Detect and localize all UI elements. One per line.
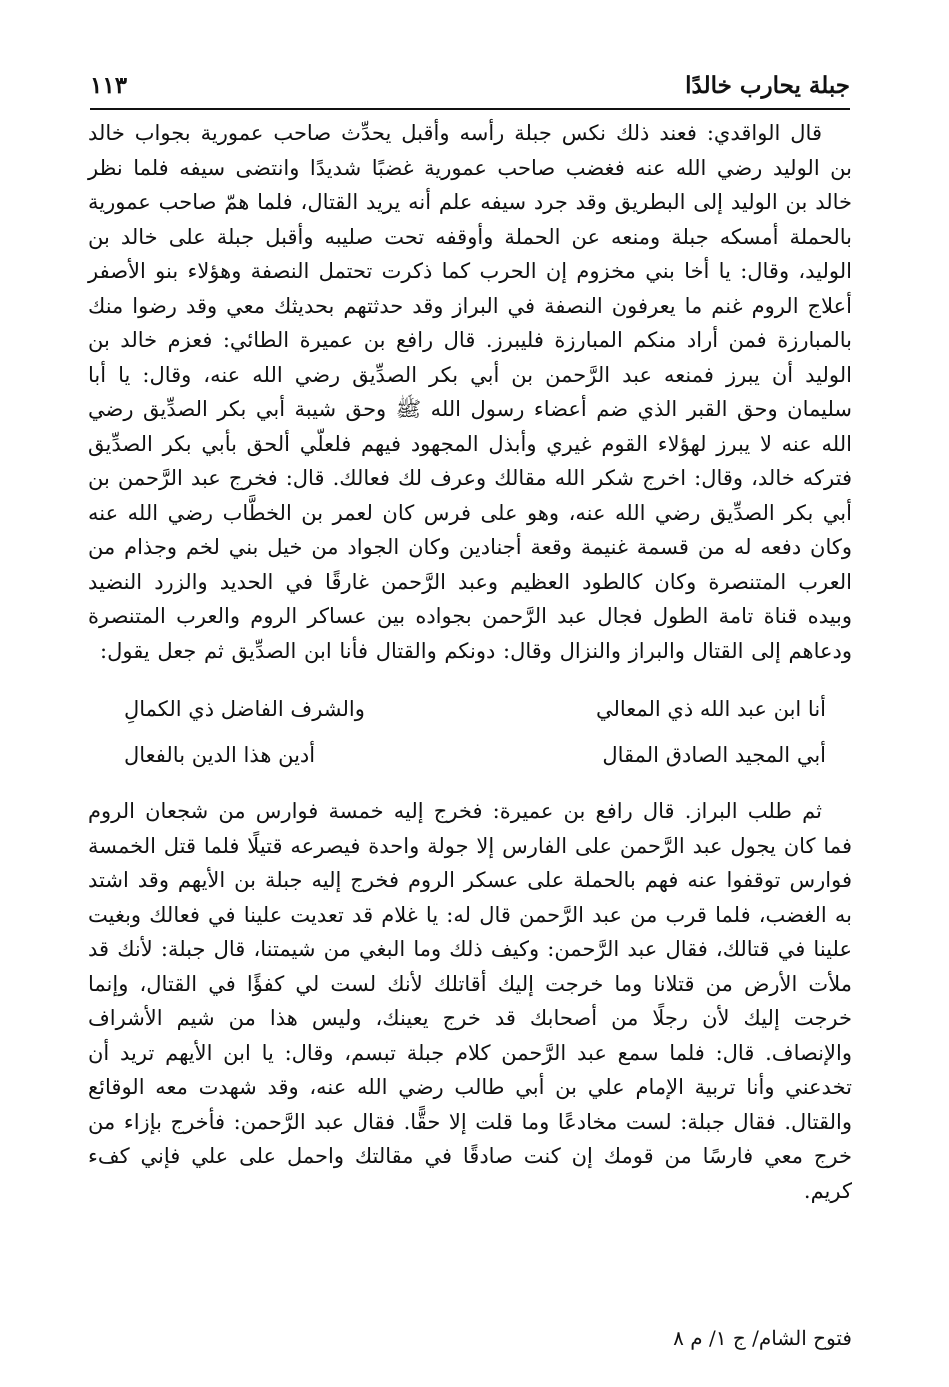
text-line: أبا سليمان وحق القبر الذي ضم أعضاء رسول الله ﷺ وحق شيبة أبي بكر الصدِّيق رضي xyxy=(88,362,852,421)
text-line: ودعاهم إلى القتال والبراز والنزال وقال: دونكم والقتال فأنا ابن الصدِّيق ثم جعل يقول: xyxy=(100,638,852,663)
text-line: عبد الرَّحمن بن أبي بكر الصدِّيق رضي الله عنه، وهو على فرس كان لعمر بن الخطَّاب xyxy=(88,466,852,525)
text-line: خالد بن الوليد أن يبرز فمنعه عبد الرَّحمن بن أبي بكر الصدِّيق رضي الله عنه، وقال: يا xyxy=(88,328,852,387)
poem-verses xyxy=(88,686,852,778)
verse-second-hemistich: والشرف الفاضل ذي الكمالِ xyxy=(124,697,365,721)
text-line: خالد بن الوليد، وقال: يا أخا بني مخزوم إن الحرب كما ذكرت تحتمل النصفة وهؤلاء xyxy=(88,224,852,283)
text-line: كفء كريم. xyxy=(88,1144,852,1203)
text-line: الله عنه لا يبرز لهؤلاء القوم غيري وأبذل المجهود فيهم فلعلّي ألحق بأبي بكر الصدِّيق xyxy=(88,431,852,456)
verse-first-hemistich: أنا ابن عبد الله ذي المعالي xyxy=(595,697,826,721)
text-line: بنو الأصفر أعلاج الروم غنم ما يعرفون النصفة في البراز وقد حدثتهم بحديثك معي وقد xyxy=(88,259,852,318)
text-line: رضوا منك بالمبارزة فمن أراد منكم المبارزة فليبرز. قال رافع بن عميرة الطائي: فعزم xyxy=(88,293,852,352)
text-line: ثم طلب البراز. قال رافع بن عميرة: فخرج إليه خمسة فوارس من شجعان الروم xyxy=(88,799,822,823)
verse-second-hemistich: أدين هذا الدين بالفعال xyxy=(124,743,316,767)
text-line: قال الواقدي: فعند ذلك نكس جبلة رأسه وأقبل يحدِّث صاحب عمورية بجواب xyxy=(134,121,822,145)
verse-line xyxy=(88,686,852,732)
text-line: نظر خالد بن الوليد إلى البطريق وقد جرد سيفه علم أنه يريد القتال، فلما همّ صاحب xyxy=(88,155,852,214)
text-line: خالد بن الوليد رضي الله عنه فغضب صاحب عمورية غضبًا شديدًا وانتضى سيفه فلما xyxy=(88,121,852,180)
text-line: رضي الله عنه وكان دفعه له من قسمة غنيمة وقعة أجنادين وكان الجواد من خيل بني لخم xyxy=(88,500,852,559)
verse-first-hemistich: أبي المجيد الصادق المقال xyxy=(602,743,826,767)
text-line: وإنما خرجت إليك لأن رجلًا من أصحابك قد خرج يعينك، وليس هذا من شيم xyxy=(88,971,852,1030)
text-line: الوقائع والقتال. فقال جبلة: لست مخادعًا وما قلت إلا حقًّا. فقال عبد الرَّحمن: فأخرج xyxy=(88,1075,852,1134)
body-text xyxy=(88,116,852,1208)
text-line: الغضب، فلما قرب من عبد الرَّحمن قال له: يا غلام قد تعديت علينا في فعالك وبغيت xyxy=(88,902,827,927)
text-line: قد ملأت الأرض من قتلانا وما خرجت إليك أقاتلك لأنك لست لي كفؤًا في القتال، xyxy=(88,937,852,996)
page-footer xyxy=(88,1318,852,1358)
text-line: فتركه خالد، وقال: اخرج شكر الله مقالك وعرف لك فعالك. قال: فخرج xyxy=(228,466,852,490)
paragraph-1 xyxy=(88,116,852,668)
text-line: الأشراف والإنصاف. قال: فلما سمع عبد الرَّحمن كلام جبلة تبسم، وقال: يا ابن الأيهم xyxy=(88,1006,852,1065)
page-number: ١١٣ xyxy=(90,71,128,99)
page-header xyxy=(90,62,850,108)
text-line: النضيد وبيده قناة تامة الطول فجال عبد الرَّحمن بجواده بين عساكر الروم والعرب المتنصرة xyxy=(88,569,852,628)
header-rule xyxy=(90,108,850,110)
text-line: وجذام من العرب المتنصرة وكان كالطود العظيم وعبد الرَّحمن غارقًا في الحديد والزرد xyxy=(88,535,852,594)
paragraph-2 xyxy=(88,794,852,1208)
text-line: تريد أن تخدعني وأنا تربية الإمام علي بن أبي طالب رضي الله عنه، وقد شهدت معه xyxy=(88,1040,852,1099)
signature-mark: فتوح الشام/ ج ١/ م ٨ xyxy=(673,1326,852,1350)
text-line: بإزاء من خرج معي فارسًا من قومك إن كنت صادقًا في مقالتك واحمل على علي فإني xyxy=(88,1109,852,1168)
text-line: فما كان يجول عبد الرَّحمن على الفارس إلا جولة واحدة فيصرعه قتيلًا فلما قتل الخمسة xyxy=(88,833,852,858)
text-line: فوارس توقفوا عنه فهم بالحملة على عسكر الروم فخرج إليه جبلة بن الأيهم وقد اشتد به xyxy=(88,868,852,927)
text-line: عمورية بالحملة أمسكه جبلة ومنعه عن الحملة وأوقفه تحت صليبه وأقبل جبلة على xyxy=(88,190,852,249)
running-title: جبلة يحارب خالدًا xyxy=(685,71,850,99)
text-line: علينا في قتالك، فقال عبد الرَّحمن: وكيف ذلك وما البغي من شيمتنا، قال جبلة: لأنك xyxy=(117,937,852,961)
verse-line xyxy=(88,732,852,778)
